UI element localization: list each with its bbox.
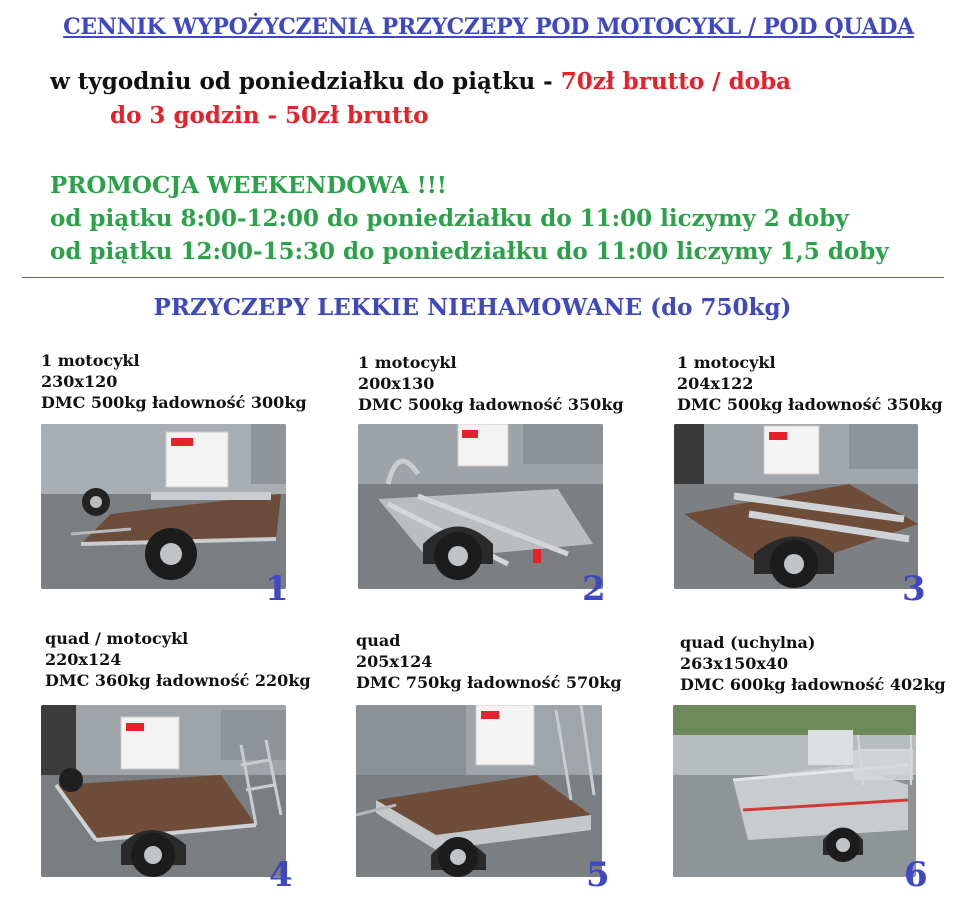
trailer-1-specs [41,350,307,413]
trailer-type: quad [356,631,401,650]
trailer-5-number: 5 [586,855,610,895]
trailer-size: 205x124 [356,652,433,671]
trailer-photo-illustration [674,424,918,589]
trailer-type: 1 motocykl [41,351,140,370]
trailer-dmc-capacity: DMC 360kg ładowność 220kg [45,671,311,690]
trailer-type: 1 motocykl [677,353,776,372]
trailer-6-photo [673,705,916,877]
trailer-2-photo [358,424,603,589]
trailer-6-specs [680,632,946,695]
trailer-photo-illustration [41,424,286,589]
trailer-size: 230x120 [41,372,118,391]
trailer-3-number: 3 [902,569,926,609]
trailer-dmc-capacity: DMC 500kg ładowność 350kg [677,395,943,414]
trailer-6-number: 6 [904,855,928,895]
trailer-size: 263x150x40 [680,654,789,673]
trailer-1-photo [41,424,286,589]
trailer-2-number: 2 [582,569,606,609]
trailer-3-photo [674,424,918,589]
trailer-4-number: 4 [269,855,293,895]
trailer-size: 204x122 [677,374,754,393]
trailer-photo-illustration [41,705,286,877]
promo-line-1: od piątku 8:00-12:00 do poniedziałku do 11:00 liczymy 2 doby [50,205,849,232]
trailer-5-photo [356,705,602,877]
trailer-1-number: 1 [265,569,289,609]
trailer-photo-illustration [673,705,916,877]
trailer-3-specs [677,352,943,415]
trailer-photo-illustration [356,705,602,877]
trailer-5-specs [356,630,622,693]
section-title: PRZYCZEPY LEKKIE NIEHAMOWANE (do 750kg) [153,294,792,321]
trailer-2-specs [358,352,624,415]
trailer-dmc-capacity: DMC 750kg ładowność 570kg [356,673,622,692]
short-rental-price: do 3 godzin - 50zł brutto [110,102,429,129]
promo-heading: PROMOCJA WEEKENDOWA !!! [50,172,447,199]
promo-line-2: od piątku 12:00-15:30 do poniedziałku do 11:00 liczymy 1,5 doby [50,238,889,265]
trailer-type: quad / motocykl [45,629,189,648]
trailer-type: quad (uchylna) [680,633,816,652]
trailer-photo-illustration [358,424,603,589]
trailer-dmc-capacity: DMC 600kg ładowność 402kg [680,675,946,694]
price-list-title: CENNIK WYPOŻYCZENIA PRZYCZEPY POD MOTOCYKL / POD QUADA [63,14,914,40]
weekday-label: w tygodniu od poniedziałku do piątku - [50,68,561,95]
section-divider [22,277,944,278]
trailer-size: 200x130 [358,374,435,393]
trailer-4-photo [41,705,286,877]
trailer-4-specs [45,628,311,691]
weekday-price: 70zł brutto / doba [560,68,791,95]
trailer-dmc-capacity: DMC 500kg ładowność 350kg [358,395,624,414]
trailer-size: 220x124 [45,650,122,669]
weekday-price-line [50,68,791,95]
trailer-type: 1 motocykl [358,353,457,372]
trailer-dmc-capacity: DMC 500kg ładowność 300kg [41,393,307,412]
